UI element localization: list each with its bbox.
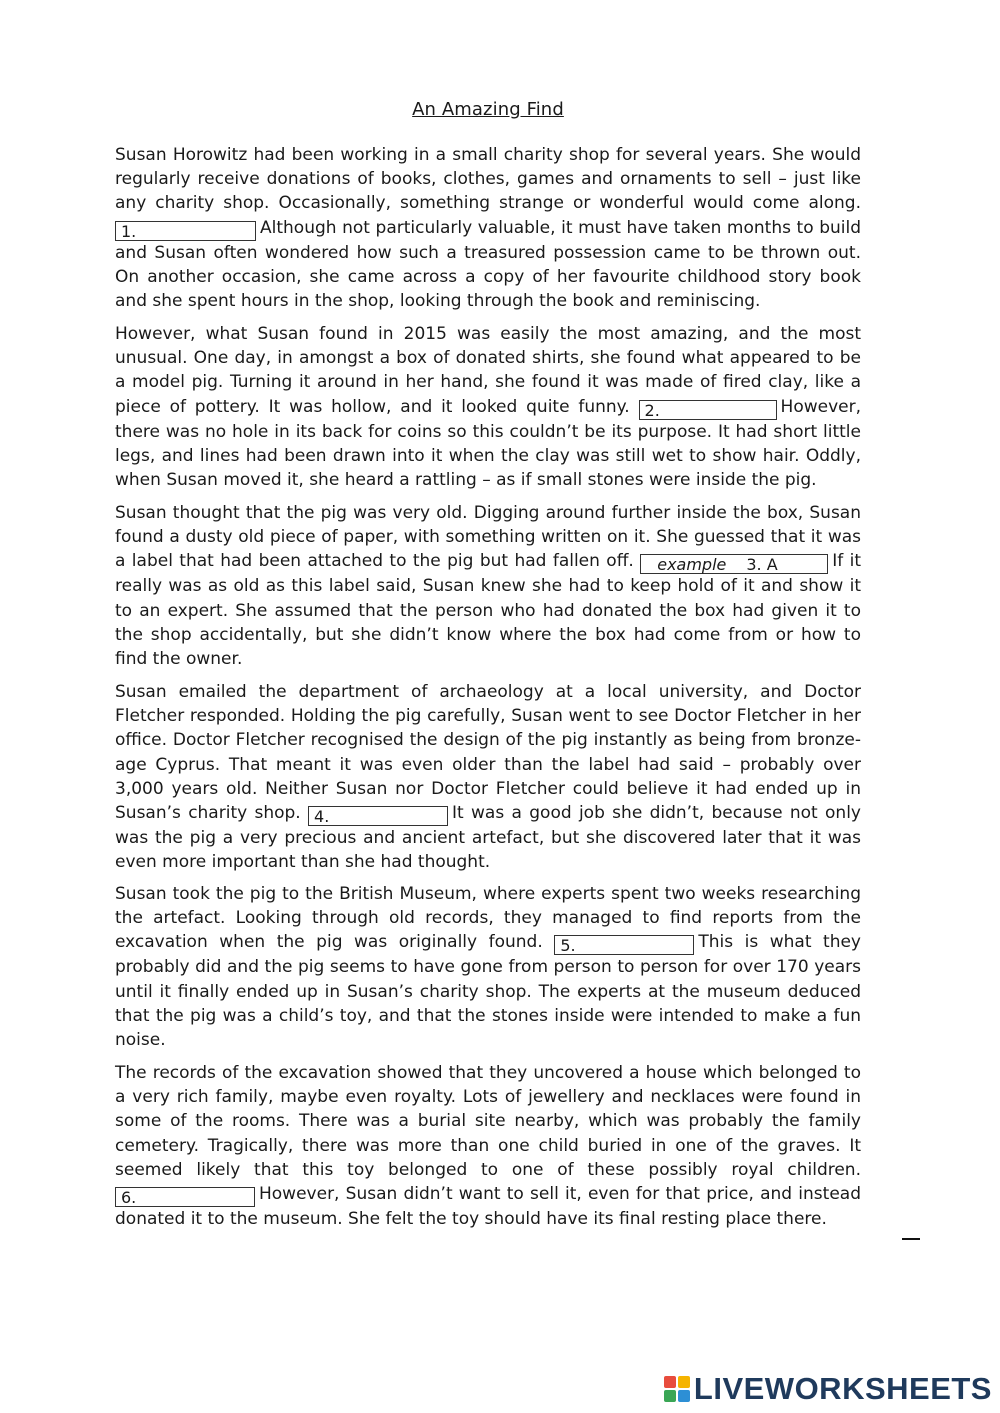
example-label: example — [657, 555, 727, 575]
example-answer: 3. A — [746, 555, 778, 575]
paragraph-4 — [115, 680, 861, 874]
paragraph-text: Susan took the pig to the British Museum, where experts spent two weeks researching the artefact. Looking through old records, they managed to find reports from the excavation when the pig was originally found. — [115, 884, 861, 953]
paragraph-1 — [115, 143, 861, 313]
logo-square — [678, 1376, 690, 1388]
dash-mark — [902, 1238, 920, 1240]
paragraph-3 — [115, 501, 861, 671]
logo-text: LIVEWORKSHEETS — [693, 1371, 992, 1406]
answer-box-1[interactable]: 1. — [115, 221, 256, 241]
logo-square — [664, 1390, 676, 1402]
paragraph-5 — [115, 882, 861, 1052]
example-answer-box — [640, 554, 828, 574]
logo-square — [664, 1376, 676, 1388]
answer-box-4[interactable]: 4. — [308, 806, 448, 826]
logo-icon — [664, 1376, 690, 1402]
paragraph-text: If it really was as old as this label said, Susan knew she had to keep hold of it and show it to an expert. She assumed that the person who had donated the box had given it to the shop accidentally, but she didn’t know where the box had come from or how to find the owner. — [115, 551, 861, 670]
answer-box-5[interactable]: 5. — [554, 935, 694, 955]
answer-box-2[interactable]: 2. — [639, 400, 777, 420]
answer-box-6[interactable]: 6. — [115, 1187, 255, 1207]
paragraph-text: Susan thought that the pig was very old. Digging around further inside the box, Susan found a dusty old piece of paper, with something written on it. She guessed that it was a label that had been attached to the pig but had fallen off. — [115, 503, 861, 572]
page-title: An Amazing Find — [412, 99, 564, 120]
paragraph-2 — [115, 322, 861, 492]
paragraph-text: The records of the excavation showed that they uncovered a house which belonged to a very rich family, maybe even royalty. Lots of jewellery and necklaces were found in some of the rooms. There was a burial site nearby, which was probably the family cemetery. Tragically, there was more than one child buried in one of the graves. It seemed likely that this toy belonged to one of these possibly royal children. — [115, 1063, 861, 1180]
paragraph-text: However, Susan didn’t want to sell it, even for that price, and instead donated it to the museum. She felt the toy should have its final resting place there. — [115, 1184, 861, 1230]
paragraph-text: It was a good job she didn’t, because not only was the pig a very precious and ancient artefact, but she discovered later that it was even more important than she had thought. — [115, 803, 861, 873]
liveworksheets-logo — [664, 1371, 992, 1407]
paragraph-text: This is what they probably did and the pig seems to have gone from person to person for over 170 years until it finally ended up in Susan’s charity shop. The experts at the museum deduced that the pig was a child’s toy, and that the stones inside were intended to make a fun noise. — [115, 932, 861, 1051]
paragraph-text: However, what Susan found in 2015 was easily the most amazing, and the most unusual. One day, in amongst a box of donated shirts, she found what appeared to be a model pig. Turning it around in her hand, she found it was made of fired clay, like a piece of pottery. It was hollow, and it looked quite funny. — [115, 324, 861, 417]
paragraph-6 — [115, 1061, 861, 1231]
paragraph-text: Susan Horowitz had been working in a small charity shop for several years. She would regularly receive donations of books, clothes, games and ornaments to sell – just like any charity shop. Occasionally, something strange or wonderful would come along. — [115, 145, 861, 214]
paragraph-text: Susan emailed the department of archaeology at a local university, and Doctor Fletcher responded. Holding the pig carefully, Susan went to see Doctor Fletcher in her office. Doctor Fletcher recognised the design of the pig instantly as being from bronze-age Cyprus. That meant it was even older than the label had said – probably over 3,000 years old. Neither Susan nor Doctor Fletcher could believe it had ended up in Susan’s charity shop. — [115, 682, 861, 824]
paragraph-text: Although not particularly valuable, it must have taken months to build and Susan often wondered how such a treasured possession came to be thrown out. On another occasion, she came across a copy of her favourite childhood story book and she spent hours in the shop, looking through the book and reminiscing. — [115, 217, 861, 312]
paragraph-text: However, there was no hole in its back for coins so this couldn’t be its purpose. It had short little legs, and lines had been drawn into it when the clay was still wet to show hair. Oddly, when Susan moved it, she heard a rattling – as if small stones were inside the pig. — [115, 396, 861, 491]
logo-square — [678, 1390, 690, 1402]
